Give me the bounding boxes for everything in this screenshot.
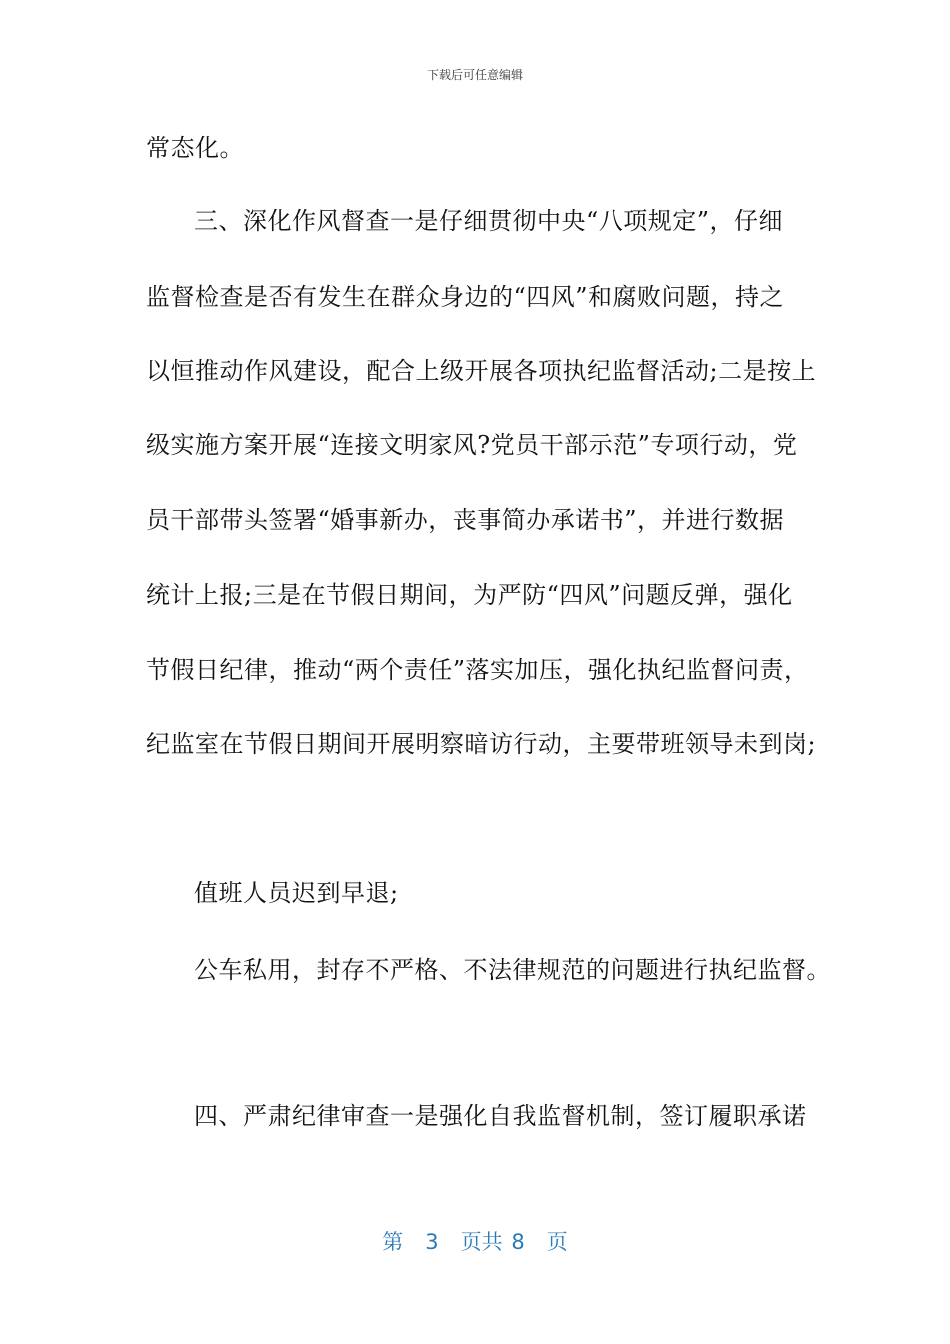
page-label-suffix: 页 (546, 1230, 568, 1254)
page-current: 3 (425, 1230, 439, 1254)
page-label-mid: 页共 (460, 1230, 503, 1254)
text-line: 四、严肃纪律审查一是强化自我监督机制，签订履职承诺 (194, 1102, 807, 1130)
text-line: 纪监室在节假日期间开展明察暗访行动，主要带班领导未到岗; (146, 730, 817, 758)
text-line: 监督检查是否有发生在群众身边的“四风”和腐败问题，持之 (146, 283, 785, 311)
text-line: 级实施方案开展“连接文明家风?党员干部示范”专项行动，党 (146, 431, 798, 459)
page-label-prefix: 第 (382, 1230, 404, 1254)
text-line: 统计上报;三是在节假日期间，为严防“四风”问题反弹，强化 (146, 581, 793, 609)
text-line: 值班人员迟到早退; (194, 879, 399, 907)
text-line: 常态化。 (146, 134, 244, 162)
text-line: 三、深化作风督查一是仔细贯彻中央“八项规定”，仔细 (194, 207, 784, 235)
header-note: 下载后可任意编辑 (426, 68, 523, 82)
page-total: 8 (511, 1230, 525, 1254)
text-line: 节假日纪律，推动“两个责任”落实加压，强化执纪监督问责， (146, 656, 809, 684)
text-line: 员干部带头签署“婚事新办，丧事简办承诺书”，并进行数据 (146, 506, 785, 534)
text-line: 以恒推动作风建设，配合上级开展各项执纪监督活动;二是按上 (146, 357, 817, 385)
text-line: 公车私用，封存不严格、不法律规范的问题进行执纪监督。 (194, 956, 831, 984)
page-number-footer (0, 1226, 950, 1256)
